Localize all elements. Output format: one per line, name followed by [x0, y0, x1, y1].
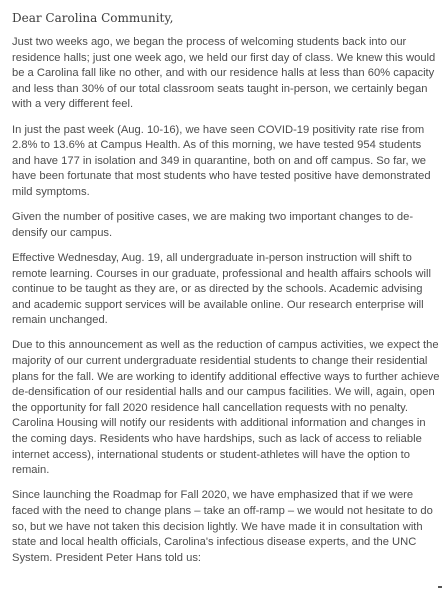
paragraph-positivity-rate: In just the past week (Aug. 10-16), we have seen COVID-19 positivity rate rise from 2.8% to 13.6% at Campus Health. As of this morning, we have tested 954 students and have 177 in isolation and 349 in quarantine, both on and off campus. So far, we have been fortunate that most students who have tested positive have demonstrated mild symptoms.	[12, 123, 431, 198]
paragraph-remote-learning: Effective Wednesday, Aug. 19, all undergraduate in-person instruction will shift to remote learning. Courses in our graduate, professional and health affairs schools will continue to be taught as they are, or as directed by the schools. Academic advising and academic support services will be available online. Our research enterprise will remain unchanged.	[12, 251, 431, 327]
paragraph-residential-plans: Due to this announcement as well as the reduction of campus activities, we expect the majority of our current undergraduate residential students to change their residential plans for the fall. We are working to identify additional effective ways to further achieve de-densification of our residential halls and our campus facilities. We will, again, open the opportunity for fall 2020 residence hall cancellation requests with no penalty. Carolina Housing will notify our residents with additional information and changes in the coming days. Residents who have hardships, such as lack of access to reliable internet access), international students or student-athletes will have the option to remain.	[12, 339, 440, 477]
letter-body	[12, 10, 440, 576]
paragraph-de-densify-intro: Given the number of positive cases, we are making two important changes to de-densify our campus.	[12, 211, 414, 239]
paragraph-welcome: Just two weeks ago, we began the process of welcoming students back into our residence halls; just one week ago, we held our first day of class. We knew this would be a Carolina fall like no other, and with our residence halls at less than 60% capacity and less than 30% of our total classroom seats taught in-person, we certainly began with a very different feel.	[12, 36, 436, 111]
paragraph-roadmap: Since launching the Roadmap for Fall 2020, we have emphasized that if we were faced with the need to change plans – take an off-ramp – we would not hesitate to do so, but we have not taken this decision lightly. We have made it in consultation with state and local health officials, Carolina's infectious disease experts, and the UNC System. President Peter Hans told us:	[12, 489, 433, 564]
salutation: Dear Carolina Community,	[12, 11, 174, 25]
scroll-edge-mark	[438, 586, 442, 588]
